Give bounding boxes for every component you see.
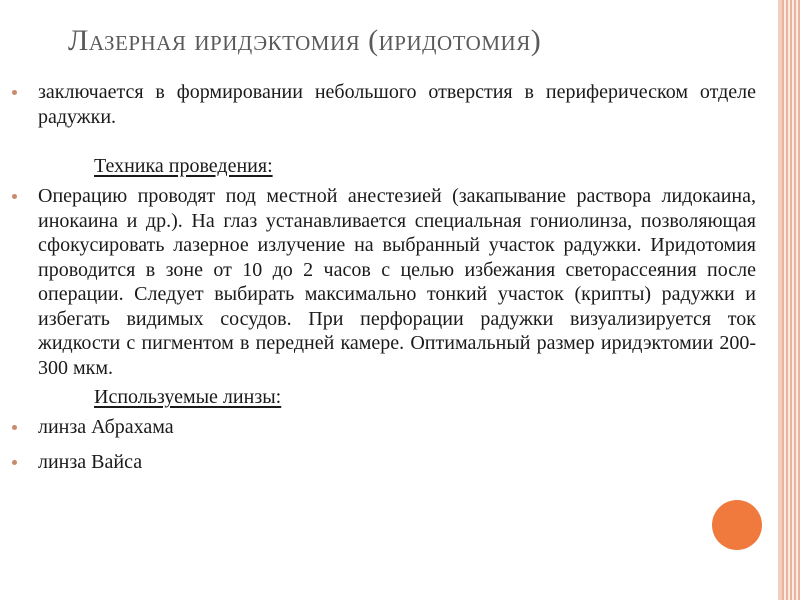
intro-bullet: заключается в формировании небольшого отверстия в периферическом отделе радужки. (38, 81, 756, 128)
technique-bullet: Операцию проводят под местной анестезией (закапывание раствора лидокаина, инокаина и др.). На глаз устанавливается специальная гониолинза, позволяющая сфокусировать лазерное излучение на выбранный участок радужки. Иридотомия проводится в зоне от 10 до 2 часов с целью избежания светорассеяния после операции. Следует выбирать максимально тонкий участок (крипты) радужки и избегать видимых сосудов. При перфорации радужки визуализируется ток жидкости с пигментом в передней камере. Оптимальный размер иридэктомии 200-300 мкм. (38, 185, 756, 379)
right-striped-border (782, 0, 800, 600)
lens-list-item: линза Вайса (38, 450, 756, 475)
slide-content (38, 80, 756, 474)
technique-heading: Техника проведения: (94, 155, 273, 177)
slide-title: Лазерная иридэктомия (иридотомия) (68, 24, 542, 57)
lens-list-item: линза Абрахама (38, 415, 756, 440)
lenses-heading: Используемые линзы: (94, 386, 282, 408)
decorative-circle (712, 500, 762, 550)
